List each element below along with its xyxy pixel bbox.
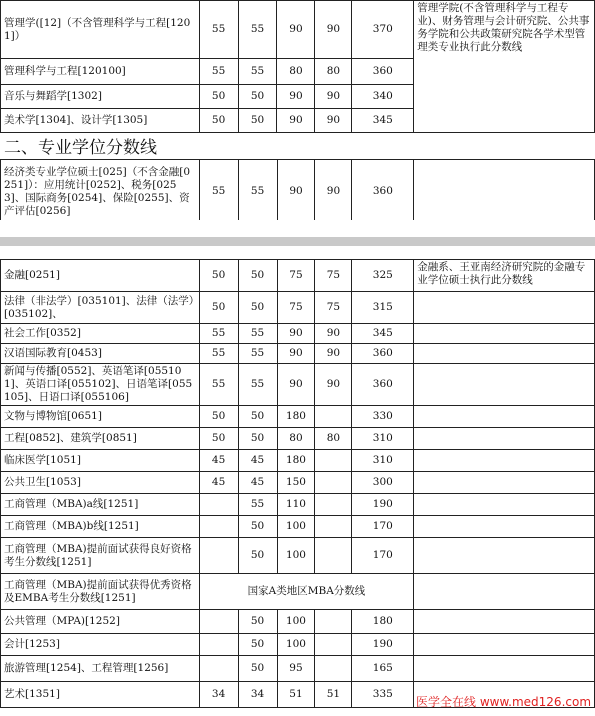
score-foreign-language: 50: [238, 428, 277, 450]
score-foreign-language: 55: [238, 160, 277, 224]
score-total: 360: [352, 160, 414, 224]
score-foreign-language: 55: [238, 59, 277, 85]
row-name: 经济类专业学位硕士[025]（不含金融[0251]）：应用统计[0252]、税务[0253]、国际商务[0254]、保险[0255]、资产评估[0256]: [1, 160, 200, 224]
score-foreign-language: 34: [238, 682, 277, 708]
score-foreign-language: 50: [238, 292, 277, 324]
score-subject-1: 110: [277, 494, 315, 516]
row-name: 工商管理（MBA)a线[1251]: [1, 494, 200, 516]
note-cell: [414, 634, 595, 656]
score-total: 330: [352, 406, 414, 428]
score-subject-2: [315, 656, 352, 682]
score-politics: [199, 610, 238, 634]
score-total: 190: [352, 634, 414, 656]
score-foreign-language: 55: [238, 1, 277, 59]
score-total: 340: [352, 85, 414, 109]
score-subject-1: 100: [277, 634, 315, 656]
score-total: 360: [352, 344, 414, 364]
score-politics: 45: [199, 450, 238, 472]
score-subject-2: 51: [315, 682, 352, 708]
score-subject-2: 90: [315, 1, 352, 59]
score-subject-1: 95: [277, 656, 315, 682]
score-total: 190: [352, 494, 414, 516]
note-cell: [414, 656, 595, 682]
score-foreign-language: 50: [238, 406, 277, 428]
score-foreign-language: 50: [238, 610, 277, 634]
score-total: 325: [352, 260, 414, 292]
table-row: [1, 472, 595, 494]
score-foreign-language: 55: [238, 324, 277, 344]
score-foreign-language: 50: [238, 656, 277, 682]
note-cell: 金融系、王亚南经济研究院的金融专业学位硕士执行此分数线: [414, 260, 595, 292]
table-row: [1, 260, 595, 292]
table-row: [1, 634, 595, 656]
row-name: 工商管理（MBA)b线[1251]: [1, 516, 200, 538]
score-total: 345: [352, 324, 414, 344]
academic-score-table: [0, 0, 595, 133]
section-title: 二、专业学位分数线: [4, 138, 157, 158]
score-politics: [199, 538, 238, 574]
row-name: 工商管理（MBA)提前面试获得良好资格考生分数线[1251]: [1, 538, 200, 574]
score-politics: [199, 494, 238, 516]
row-name: 美术学[1304]、设计学[1305]: [1, 109, 200, 133]
score-total: 310: [352, 428, 414, 450]
score-total: 345: [352, 109, 414, 133]
score-subject-1: 75: [277, 260, 315, 292]
score-subject-1: 90: [277, 364, 315, 406]
score-subject-1: 80: [277, 428, 315, 450]
table-row: [1, 574, 595, 610]
note-cell: [414, 450, 595, 472]
table-row: [1, 610, 595, 634]
score-subject-2: [315, 472, 352, 494]
row-name: 管理科学与工程[120100]: [1, 59, 200, 85]
score-subject-1: 180: [277, 406, 315, 428]
professional-score-table: [0, 259, 595, 708]
score-subject-2: 75: [315, 292, 352, 324]
merged-score-cell: 国家A类地区MBA分数线: [199, 574, 414, 610]
score-politics: 50: [199, 428, 238, 450]
score-subject-2: [315, 634, 352, 656]
watermark: 医学全在线 www.med126.com: [416, 695, 592, 709]
table-row: [1, 656, 595, 682]
row-name: 公共卫生[1053]: [1, 472, 200, 494]
score-politics: 55: [199, 160, 238, 224]
score-subject-2: 80: [315, 428, 352, 450]
row-name: 文物与博物馆[0651]: [1, 406, 200, 428]
note-cell: [414, 428, 595, 450]
row-name: 公共管理（MPA)[1252]: [1, 610, 200, 634]
row-name: 艺术[1351]: [1, 682, 200, 708]
score-foreign-language: 45: [238, 450, 277, 472]
score-foreign-language: 50: [238, 538, 277, 574]
score-subject-2: 90: [315, 324, 352, 344]
score-subject-1: 90: [277, 344, 315, 364]
score-subject-2: 90: [315, 85, 352, 109]
score-subject-1: 90: [277, 1, 315, 59]
score-subject-2: 80: [315, 59, 352, 85]
score-foreign-language: 45: [238, 472, 277, 494]
score-politics: [199, 634, 238, 656]
score-subject-2: 90: [315, 109, 352, 133]
score-subject-1: 75: [277, 292, 315, 324]
table-row: [1, 160, 595, 224]
note-cell: [414, 160, 595, 224]
score-foreign-language: 50: [238, 85, 277, 109]
score-total: 170: [352, 516, 414, 538]
note-cell: [414, 364, 595, 406]
score-foreign-language: 55: [238, 344, 277, 364]
score-subject-1: 100: [277, 538, 315, 574]
score-subject-2: [315, 450, 352, 472]
score-subject-1: 51: [277, 682, 315, 708]
score-politics: 55: [199, 364, 238, 406]
score-total: 360: [352, 364, 414, 406]
score-subject-2: 90: [315, 344, 352, 364]
row-name: 法律（非法学）[035101]、法律（法学）[035102]、: [1, 292, 200, 324]
score-subject-1: 180: [277, 450, 315, 472]
score-subject-1: 90: [277, 160, 315, 224]
row-name: 工程[0852]、建筑学[0851]: [1, 428, 200, 450]
note-cell: [414, 574, 595, 610]
table-row: [1, 494, 595, 516]
score-politics: 55: [199, 1, 238, 59]
score-total: 310: [352, 450, 414, 472]
score-politics: 50: [199, 85, 238, 109]
note-cell: [414, 292, 595, 324]
score-foreign-language: 55: [238, 364, 277, 406]
note-cell: [414, 516, 595, 538]
score-subject-2: [315, 494, 352, 516]
table-row: [1, 516, 595, 538]
score-total: 370: [352, 1, 414, 59]
score-total: 360: [352, 59, 414, 85]
row-name: 临床医学[1051]: [1, 450, 200, 472]
note-cell: [414, 472, 595, 494]
score-subject-1: 90: [277, 324, 315, 344]
row-name: 音乐与舞蹈学[1302]: [1, 85, 200, 109]
score-politics: 50: [199, 260, 238, 292]
note-cell: [414, 324, 595, 344]
note-cell: [414, 494, 595, 516]
table-row: [1, 364, 595, 406]
note-cell: 管理学院(不含管理科学与工程专业)、财务管理与会计研究院、公共事务学院和公共政策研究院各学术型管理类专业执行此分数线: [414, 1, 595, 133]
row-name: 金融[0251]: [1, 260, 200, 292]
note-cell: [414, 610, 595, 634]
score-total: 315: [352, 292, 414, 324]
note-cell: [414, 538, 595, 574]
score-total: 180: [352, 610, 414, 634]
score-politics: 50: [199, 109, 238, 133]
table-row: [1, 428, 595, 450]
table-row: [1, 406, 595, 428]
table-row: [1, 292, 595, 324]
row-name: 管理学([12]（不含管理科学与工程[1201]）: [1, 1, 200, 59]
score-subject-1: 100: [277, 516, 315, 538]
table-row: [1, 324, 595, 344]
score-politics: 55: [199, 344, 238, 364]
score-subject-1: 90: [277, 85, 315, 109]
score-foreign-language: 50: [238, 516, 277, 538]
score-subject-2: [315, 610, 352, 634]
score-subject-1: 100: [277, 610, 315, 634]
table-row: [1, 344, 595, 364]
score-total: 335: [352, 682, 414, 708]
page-divider: [0, 237, 595, 246]
score-total: 170: [352, 538, 414, 574]
score-subject-2: [315, 516, 352, 538]
score-foreign-language: 55: [238, 494, 277, 516]
score-subject-2: 75: [315, 260, 352, 292]
score-subject-1: 150: [277, 472, 315, 494]
table-row: [1, 538, 595, 574]
table-row: [1, 450, 595, 472]
table-row: [1, 1, 595, 59]
score-politics: 34: [199, 682, 238, 708]
score-total: 300: [352, 472, 414, 494]
score-foreign-language: 50: [238, 109, 277, 133]
score-foreign-language: 50: [238, 634, 277, 656]
score-politics: 50: [199, 292, 238, 324]
row-name: 社会工作[0352]: [1, 324, 200, 344]
score-politics: [199, 516, 238, 538]
row-name: 旅游管理[1254]、工程管理[1256]: [1, 656, 200, 682]
row-name: 会计[1253]: [1, 634, 200, 656]
row-name: 工商管理（MBA)提前面试获得优秀资格及EMBA考生分数线[1251]: [1, 574, 200, 610]
score-subject-1: 80: [277, 59, 315, 85]
score-politics: 55: [199, 59, 238, 85]
score-foreign-language: 50: [238, 260, 277, 292]
row-name: 汉语国际教育[0453]: [1, 344, 200, 364]
score-politics: 55: [199, 324, 238, 344]
score-politics: 45: [199, 472, 238, 494]
score-politics: [199, 656, 238, 682]
score-subject-1: 90: [277, 109, 315, 133]
score-subject-2: [315, 406, 352, 428]
note-cell: [414, 406, 595, 428]
economics-score-table: [0, 159, 595, 224]
score-politics: 50: [199, 406, 238, 428]
score-subject-2: 90: [315, 364, 352, 406]
score-subject-2: [315, 538, 352, 574]
score-subject-2: 90: [315, 160, 352, 224]
score-total: 165: [352, 656, 414, 682]
row-name: 新闻与传播[0552]、英语笔译[055101]、英语口译[055102]、日语笔译[055105]、日语口译[055106]: [1, 364, 200, 406]
note-cell: [414, 344, 595, 364]
